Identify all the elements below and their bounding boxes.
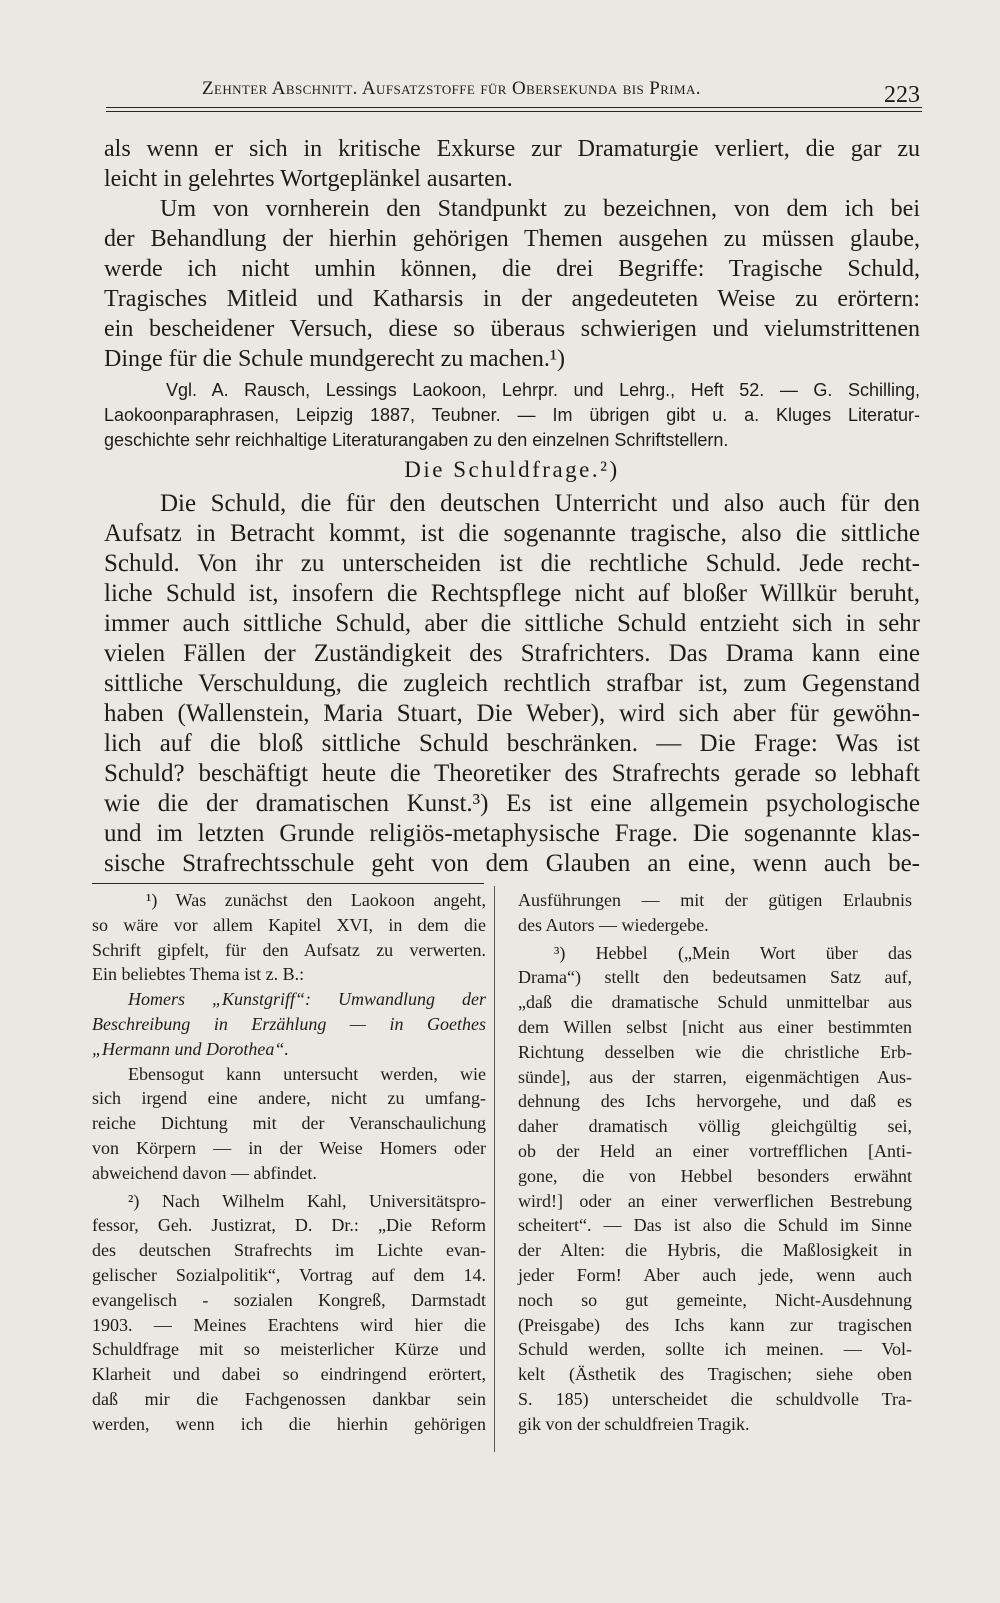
footnote-line: Beschreibung in Erzählung — in Goethes <box>92 1013 486 1034</box>
footnote-line: scheitert“. — Das ist also die Schuld im Sinne <box>518 1215 912 1236</box>
footnote-line: dehnung des Ichs hervorgehe, und daß es <box>518 1091 912 1112</box>
footnote-line: jeder Form! Aber auch jede, wenn auch <box>518 1264 912 1285</box>
footnote-line: gone, die von Hebbel besonders erwähnt <box>518 1165 912 1186</box>
running-head <box>106 74 922 120</box>
footnote-line: noch so gut gemeinte, Nicht-Ausdehnung <box>518 1289 912 1310</box>
footnote-line: abweichend davon — abfindet. <box>92 1162 317 1183</box>
footnote-line: ²) Nach Wilhelm Kahl, Universitätspro- <box>128 1190 486 1211</box>
footnote-line: „daß die dramatische Schuld unmittelbar aus <box>518 992 912 1013</box>
text-line: haben (Wallenstein, Maria Stuart, Die Weber), wird sich aber für gewöhn- <box>104 700 920 727</box>
text-line: Tragisches Mitleid und Katharsis in der angedeuteten Weise zu erörtern: <box>104 286 920 312</box>
footnote-line: der Alten: die Hybris, die Maßlosigkeit in <box>518 1240 912 1261</box>
head-rule <box>106 107 922 108</box>
footnote-line: ob der Held an einer vortrefflichen [Anti- <box>518 1140 912 1161</box>
footnote-line: daß mir die Fachgenossen dankbar sein <box>92 1388 486 1409</box>
text-line: Die Schuld, die für den deutschen Unterricht und also auch für den <box>160 490 920 517</box>
footnote-line: sünde], aus der starren, eigenmächtigen Aus- <box>518 1066 912 1087</box>
footnote-line: des Autors — wiedergebe. <box>518 914 709 935</box>
footnote-line: ³) Hebbel („Mein Wort über das <box>554 942 912 963</box>
footnote-line: S. 185) unterscheidet die schuldvolle Tra- <box>518 1388 912 1409</box>
footnote-line: Ein beliebtes Thema ist z. B.: <box>92 964 305 985</box>
text-line: Um von vornherein den Standpunkt zu bezeichnen, von dem ich bei <box>160 196 920 222</box>
head-rule <box>106 111 922 112</box>
text-line: Aufsatz in Betracht kommt, ist die sogenannte tragische, also die sittliche <box>104 520 920 547</box>
text-line: werde ich nicht umhin können, die drei Begriffe: Tragische Schuld, <box>104 256 920 282</box>
note-line: Vgl. A. Rausch, Lessings Laokoon, Lehrpr. und Lehrg., Heft 52. — G. Schilling, <box>166 380 920 400</box>
text-line: sische Strafrechtsschule geht von dem Glauben an eine, wenn auch be- <box>104 850 920 877</box>
footnote-line: daher dramatisch völlig gleichgültig sei, <box>518 1116 912 1137</box>
text-line: lich auf die bloß sittliche Schuld beschränken. — Die Frage: Was ist <box>104 730 920 757</box>
footnote-line: werden, wenn ich die hierhin gehörigen <box>92 1413 486 1434</box>
section-paragraph <box>104 489 920 879</box>
footnote-line: wird!] oder an einer verwerflichen Bestrebung <box>518 1190 912 1211</box>
footnote-line: Drama“) stellt den bedeutsamen Satz auf, <box>518 967 912 988</box>
text-line: als wenn er sich in kritische Exkurse zur Dramaturgie verliert, die gar zu <box>104 136 920 162</box>
footnote-line: gelischer Sozialpolitik“, Vortrag auf dem 14. <box>92 1264 486 1285</box>
body-text <box>104 134 920 879</box>
footnote-line: dem Willen selbst [nicht aus einer bestimmten <box>518 1016 912 1037</box>
text-line: und im letzten Grunde religiös-metaphysische Frage. Die sogenannte klas- <box>104 820 920 847</box>
text-line: vielen Fällen der Zuständigkeit des Strafrichters. Das Drama kann eine <box>104 640 920 667</box>
footnotes-left-column <box>92 888 486 1437</box>
text-line: leicht in gelehrtes Wortgeplänkel ausarten. <box>104 166 513 192</box>
text-line: Dinge für die Schule mundgerecht zu machen.¹) <box>104 346 566 372</box>
text-line: sittliche Verschuldung, die zugleich rechtlich strafbar ist, zum Gegenstand <box>104 670 920 697</box>
footnote-line: Klarheit und dabei so eindringend erörtert, <box>92 1364 486 1385</box>
column-divider <box>494 886 495 1452</box>
footnote-line: Ausführungen — mit der gütigen Erlaubnis <box>518 890 912 910</box>
text-line: wie die der dramatischen Kunst.³) Es ist eine allgemein psychologische <box>104 790 920 817</box>
footnote-line: reiche Dichtung mit der Veranschaulichung <box>92 1113 486 1134</box>
footnote-line: (Preisgabe) des Ichs kann zur tragischen <box>518 1314 912 1335</box>
note-line: Laokoonparaphrasen, Leipzig 1887, Teubner. — Im übrigen gibt u. a. Kluges Literatur- <box>104 405 920 425</box>
footnote-line: evangelisch - sozialen Kongreß, Darmstadt <box>92 1289 486 1310</box>
footnote-line: gik von der schuldfreien Tragik. <box>518 1413 750 1434</box>
footnote-rule <box>92 883 484 884</box>
text-line: der Behandlung der hierhin gehörigen Themen ausgehen zu müssen glaube, <box>104 226 920 252</box>
text-line: Schuld? beschäftigt heute die Theoretiker des Strafrechts gerade so lebhaft <box>104 760 920 787</box>
footnotes-right-column <box>518 888 912 1437</box>
footnote-line: 1903. — Meines Erachtens wird hier die <box>92 1314 486 1335</box>
footnote-line: von Körpern — in der Weise Homers oder <box>92 1137 486 1158</box>
footnote-line: fessor, Geh. Justizrat, D. Dr.: „Die Reform <box>92 1215 486 1236</box>
note-line: geschichte sehr reichhaltige Literaturangaben zu den einzelnen Schriftstellern. <box>104 430 729 450</box>
footnote-line: ¹) Was zunächst den Laokoon angeht, <box>146 890 486 910</box>
footnote-line: Richtung desselben wie die christliche Erb- <box>518 1041 912 1062</box>
footnote-line: Schuld werden, sollte ich meinen. — Vol- <box>518 1339 912 1360</box>
footnote-line: kelt (Ästhetik des Tragischen; siehe oben <box>518 1364 912 1385</box>
footnote-line: so wäre vor allem Kapitel XVI, in dem die <box>92 914 486 935</box>
footnote-line: Ebensogut kann untersucht werden, wie <box>128 1063 486 1084</box>
text-line: immer auch sittliche Schuld, aber die sittliche Schuld entzieht sich in sehr <box>104 610 920 637</box>
literature-note <box>104 378 920 453</box>
footnote-line: Schuldfrage mit so meisterlicher Kürze und <box>92 1339 486 1360</box>
footnote-line: des deutschen Strafrechts im Lichte evan- <box>92 1240 486 1261</box>
text-line: Schuld. Von ihr zu unterscheiden ist die rechtliche Schuld. Jede recht- <box>104 550 920 577</box>
footnote-line: „Hermann und Dorothea“. <box>92 1038 289 1059</box>
intro-paragraph <box>104 134 920 374</box>
footnote-line: Homers „Kunstgriff“: Umwandlung der <box>128 989 486 1010</box>
footnote-line: Schrift gipfelt, für den Aufsatz zu verwerten. <box>92 939 486 960</box>
text-line: liche Schuld ist, insofern die Rechtspflege nicht auf bloßer Willkür beruht, <box>104 580 920 607</box>
footnote-line: sich irgend eine andere, nicht zu umfang- <box>92 1088 486 1109</box>
running-head-title: Zehnter Abschnitt. Aufsatzstoffe für Obersekunda bis Prima. <box>202 78 701 99</box>
text-line: ein bescheidener Versuch, diese so überaus schwierigen und vielumstrittenen <box>104 316 920 342</box>
section-heading: Die Schuldfrage.²) <box>404 457 620 482</box>
page-number: 223 <box>884 82 920 108</box>
